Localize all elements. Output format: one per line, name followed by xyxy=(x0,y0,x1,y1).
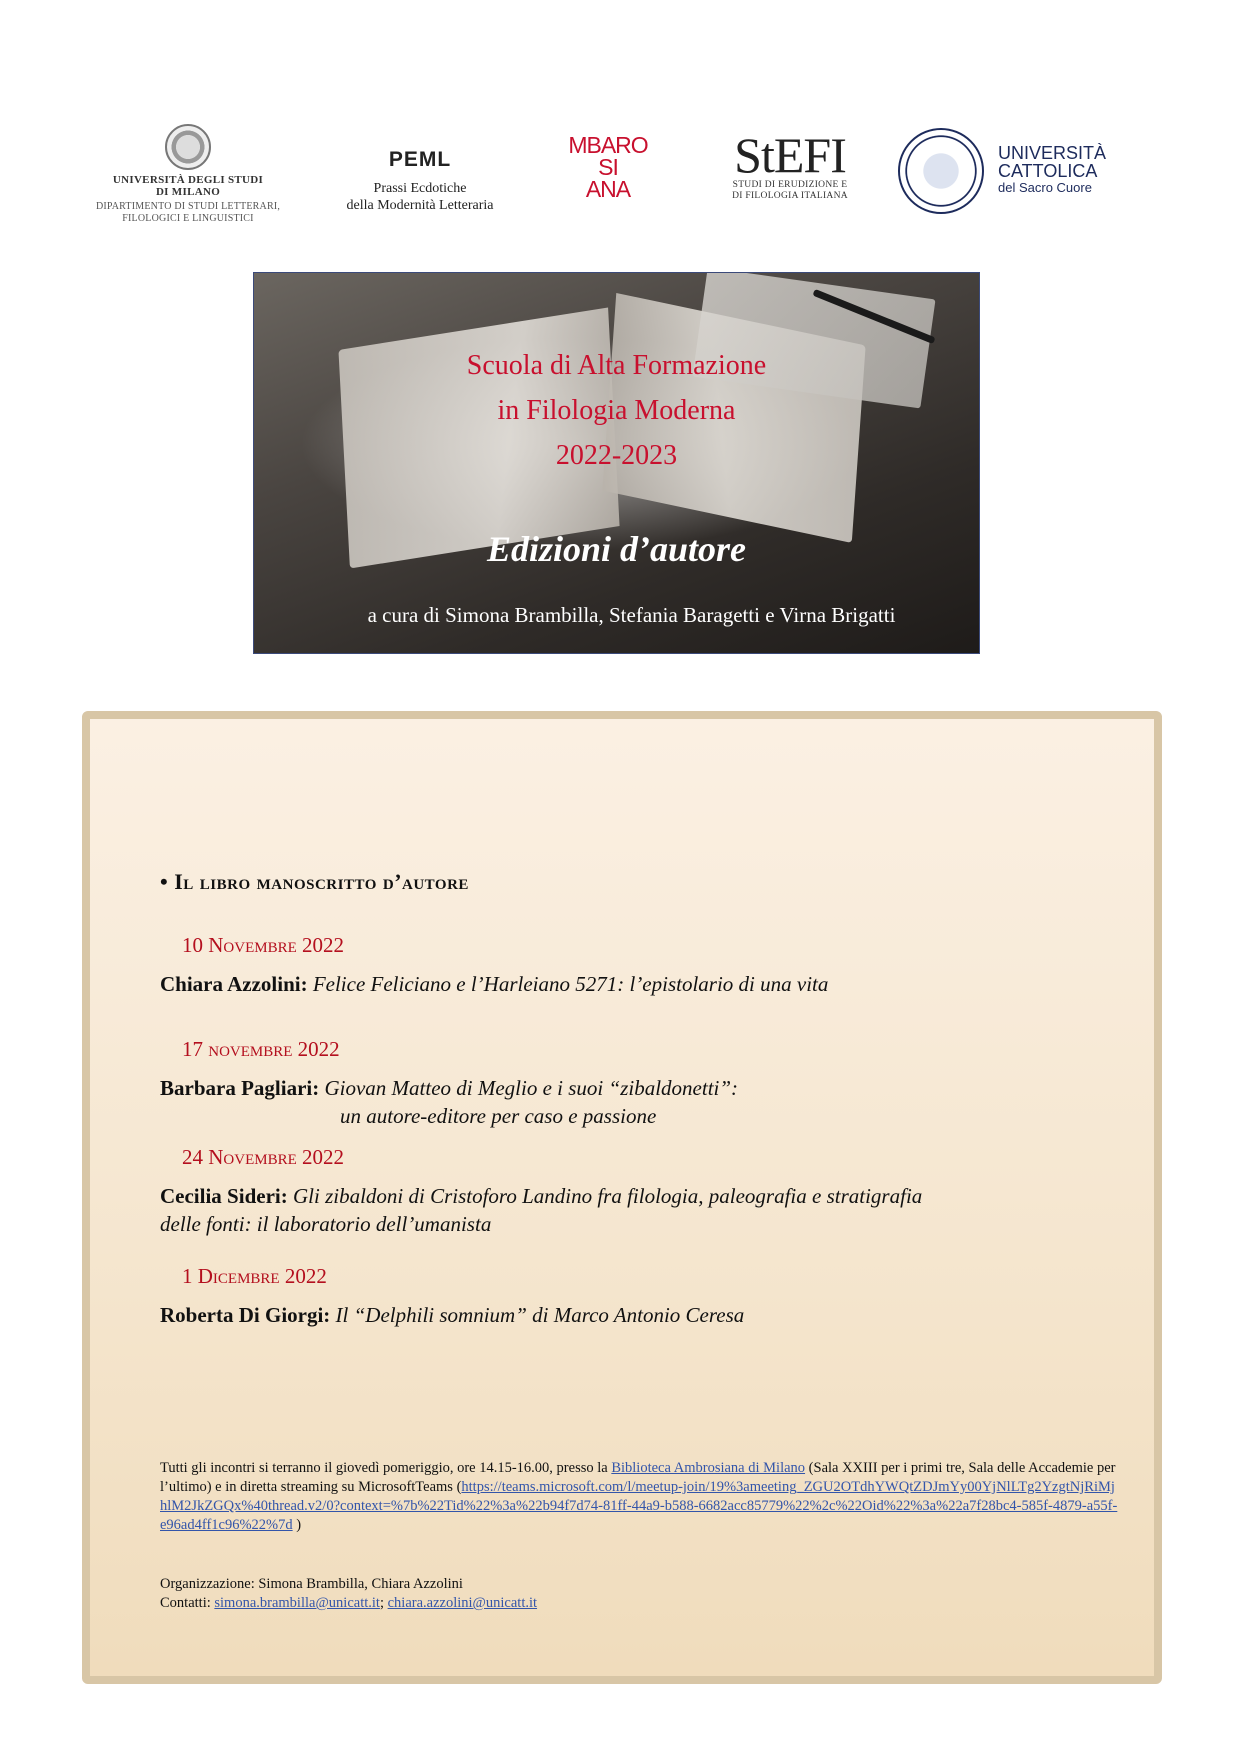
speaker-name: Roberta Di Giorgi: xyxy=(160,1303,331,1327)
session-talk xyxy=(160,970,1060,998)
section-title-text: Il libro manoscritto d’autore xyxy=(174,869,469,894)
bullet: • xyxy=(160,869,169,894)
talk-title: Giovan Matteo di Meglio e i suoi “zibaldonetti”: xyxy=(324,1076,739,1100)
unimi-logo xyxy=(88,124,288,225)
session-date: 10 Novembre 2022 xyxy=(182,933,345,957)
banner-subtitle: Edizioni d’autore xyxy=(486,529,747,569)
contacts-label: Contatti: xyxy=(160,1595,215,1611)
peml-line-1: Prassi Ecdotiche xyxy=(373,181,467,196)
unimi-name-1: UNIVERSITÀ DEGLI STUDI xyxy=(112,174,264,186)
talk-title-continued: delle fonti: il laboratorio dell’umanista xyxy=(160,1212,492,1236)
info-text-1: Tutti gli incontri si terranno il giovedì pomeriggio, ore 14.15-16.00, presso la xyxy=(160,1460,608,1476)
program-box xyxy=(82,711,1162,1684)
session-talk xyxy=(160,1182,1060,1238)
session-talk xyxy=(160,1301,1060,1329)
session-date: 1 Dicembre 2022 xyxy=(182,1264,327,1288)
email-link-brambilla[interactable]: simona.brambilla@unicatt.it xyxy=(214,1595,380,1611)
stefi-line-1: STUDI DI ERUDIZIONE E xyxy=(732,180,848,190)
banner-title-line-2: in Filologia Moderna xyxy=(497,395,736,426)
email-separator: ; xyxy=(379,1595,388,1611)
ambrosiana-line-3: ANA xyxy=(585,176,631,202)
organizers: Organizzazione: Simona Brambilla, Chiara Azzolini xyxy=(160,1576,463,1592)
session-date: 24 Novembre 2022 xyxy=(182,1145,345,1169)
ambrosiana-logo xyxy=(560,134,656,200)
unimi-dept-2: FILOLOGICI E LINGUISTICI xyxy=(122,213,254,224)
info-text-2: (Sala XXIII per i primi tre, Sala delle Accademie per l’ultimo) e in diretta streaming su MicrosoftTeams ( xyxy=(160,1460,1116,1495)
stefi-line-2: DI FILOLOGIA ITALIANA xyxy=(732,191,848,201)
cattolica-wordmark xyxy=(998,144,1106,195)
peml-line-2: della Modernità Letteraria xyxy=(346,198,494,213)
banner-title xyxy=(254,343,979,478)
talk-title: Gli zibaldoni di Cristoforo Landino fra filologia, paleografia e stratigrafia xyxy=(292,1184,923,1208)
ambrosiana-line-2: SI xyxy=(598,154,618,180)
cattolica-line-2: CATTOLICA xyxy=(998,161,1098,181)
talk-title: Il “Delphili somnium” di Marco Antonio Ceresa xyxy=(335,1303,745,1327)
banner-title-line-1: Scuola di Alta Formazione xyxy=(466,350,767,381)
logo-bar xyxy=(0,118,1239,238)
stefi-logo xyxy=(710,127,870,202)
ambrosiana-line-1: MBARO xyxy=(568,132,648,158)
contacts-block xyxy=(160,1575,1120,1613)
ambrosiana-link[interactable]: Biblioteca Ambrosiana di Milano xyxy=(611,1460,806,1476)
teams-link[interactable]: https://teams.microsoft.com/l/meetup-join/19%3ameeting_ZGU2OTdhYWQtZDJmYy00YjNlLTg2YzgtNjRiMjhlM2JkZGQx%40thread.v2/0?context=%7b%22Tid%22%3a%22b94f7d74-81ff-44a9-b588-6682acc85779%22%2c%22Oid%22%3a%22a7f28bc4-585f-4879-a55f-e96ad4ff1c96%22%7d xyxy=(160,1479,1118,1533)
cattolica-seal-icon xyxy=(898,128,984,214)
banner-title-line-3: 2022-2023 xyxy=(555,440,678,471)
talk-title: Felice Feliciano e l’Harleiano 5271: l’epistolario di una vita xyxy=(312,972,829,996)
unimi-name-2: DI MILANO xyxy=(155,186,221,198)
email-link-azzolini[interactable]: chiara.azzolini@unicatt.it xyxy=(387,1595,538,1611)
speaker-name: Barbara Pagliari: xyxy=(160,1076,320,1100)
hero-banner xyxy=(253,272,980,654)
peml-logo xyxy=(320,148,520,214)
cattolica-line-3: del Sacro Cuore xyxy=(998,180,1092,195)
banner-curators: a cura di Simona Brambilla, Stefania Baragetti e Virna Brigatti xyxy=(367,603,896,627)
unimi-dept-1: DIPARTIMENTO DI STUDI LETTERARI, xyxy=(95,201,281,212)
stefi-title: StEFI xyxy=(734,127,846,183)
peml-title: PEML xyxy=(388,148,452,171)
contacts-line xyxy=(160,1594,1120,1613)
section-title xyxy=(160,869,469,895)
cattolica-line-1: UNIVERSITÀ xyxy=(998,143,1107,163)
practical-info xyxy=(160,1459,1120,1535)
session-date: 17 novembre 2022 xyxy=(182,1037,340,1061)
speaker-name: Chiara Azzolini: xyxy=(160,972,308,996)
unimi-seal-icon xyxy=(165,124,211,170)
speaker-name: Cecilia Sideri: xyxy=(160,1184,288,1208)
session-talk xyxy=(160,1074,1060,1130)
info-text-3: ) xyxy=(292,1517,302,1533)
talk-title-continued: un autore-editore per caso e passione xyxy=(340,1104,657,1128)
